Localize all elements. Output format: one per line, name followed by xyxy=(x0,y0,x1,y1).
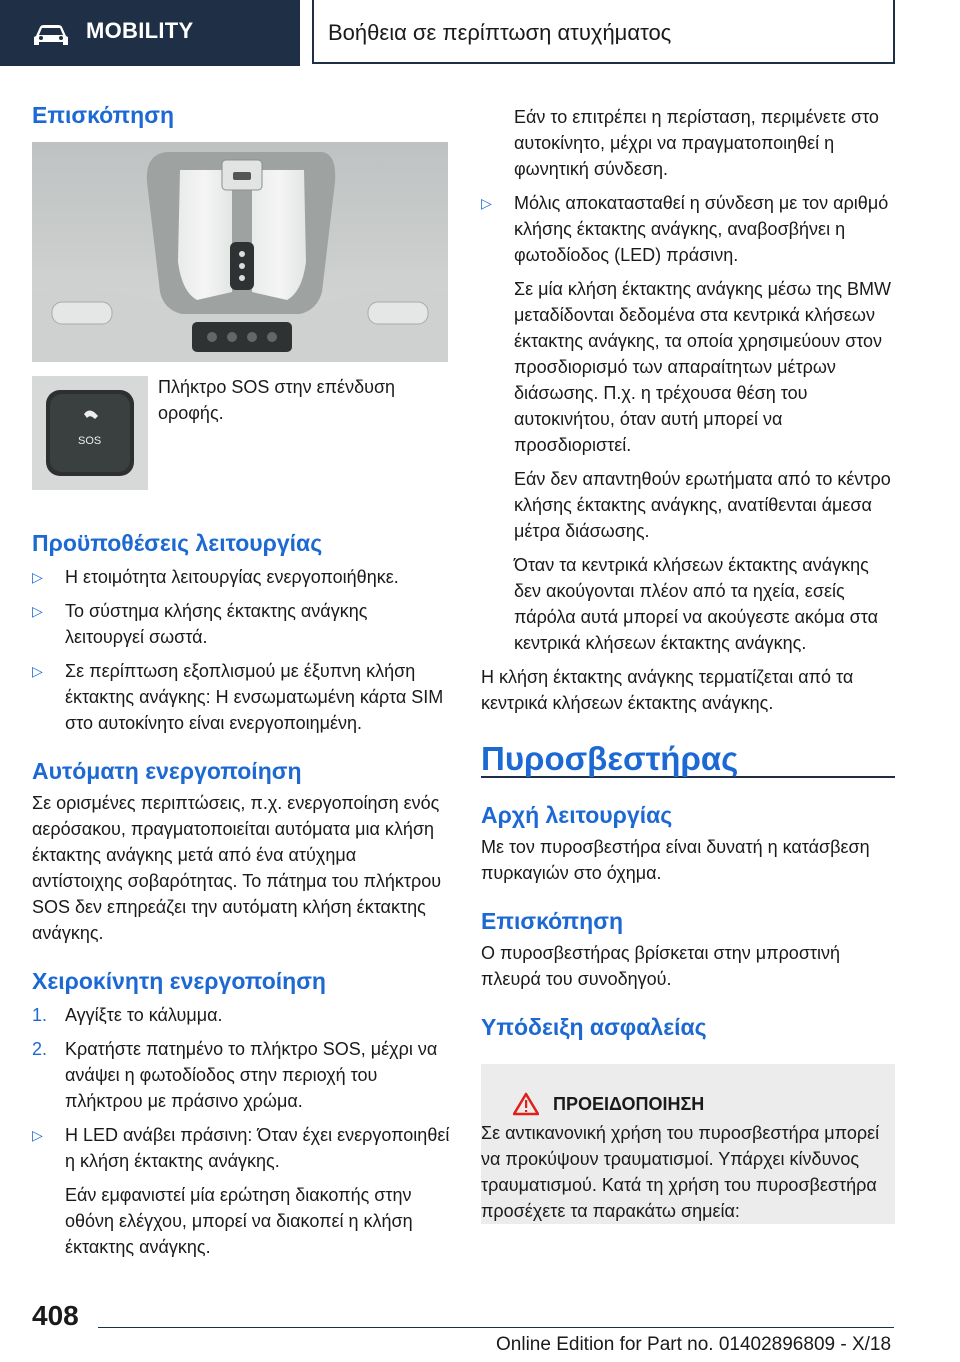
bullet-triangle-icon: ▷ xyxy=(32,663,43,679)
step-number: 1. xyxy=(32,1005,48,1025)
bullet-triangle-icon: ▷ xyxy=(32,569,43,585)
right-column xyxy=(481,104,895,1040)
page-number: 408 xyxy=(32,1300,79,1331)
overview-text: Ο πυροσβεστήρας βρίσκεται στην μπροστινή πλευρά του συνοδηγού. xyxy=(481,943,841,989)
prereq-item xyxy=(32,658,450,736)
step-text: Κρατήστε πατημένο το πλήκτρο SOS, μέχρι να ανάψει η φωτοδίοδος στην περιοχή του πλήκτρου με πράσινο χρώμα. xyxy=(65,1039,438,1111)
car-icon xyxy=(32,24,70,48)
principle-text: Με τον πυροσβεστήρα είναι δυνατή η κατάσβεση πυρκαγιών στο όχημα. xyxy=(481,837,870,883)
header-section-tab xyxy=(312,0,895,64)
prereq-item xyxy=(32,564,450,590)
led-continuation: Εάν εμφανιστεί μία ερώτηση διακοπής στην οθόνη ελέγχου, μπορεί να διακοπεί η κλήση έκτακτης ανάγκης. xyxy=(65,1185,413,1257)
warning-label: ΠΡΟΕΙΔΟΠΟΙΗΣΗ xyxy=(553,1094,705,1114)
step-number: 2. xyxy=(32,1039,48,1059)
step-item xyxy=(32,1002,450,1028)
header-brand-block xyxy=(0,0,300,66)
safety-heading: Υπόδειξη ασφαλείας xyxy=(481,1014,707,1040)
warning-triangle-icon xyxy=(513,1092,539,1116)
bullet-triangle-icon: ▷ xyxy=(481,195,492,211)
call-end-text: Η κλήση έκτακτης ανάγκης τερματίζεται από τα κεντρικά κλήσεων έκτακτης ανάγκης. xyxy=(481,667,854,713)
rescue-text: Εάν δεν απαντηθούν ερωτήματα από το κέντρο κλήσης έκτακτης ανάγκης, ανατίθενται άμεσα μέτρα διάσωσης. xyxy=(514,469,891,541)
image-caption: Πλήκτρο SOS στην επένδυση οροφής. xyxy=(158,377,396,423)
warning-box xyxy=(481,1064,895,1224)
prerequisites-heading: Προϋποθέσεις λειτουργίας xyxy=(32,530,323,556)
data-transmission-text: Σε μία κλήση έκτακτης ανάγκης μέσω της BMW μεταδίδονται δεδομένα στα κεντρικά κλήσεων έκτακτης ανάγκης, τα οποία χρησιμεύουν στον προσδιορισμό των απαραίτητων μέτρων διάσωσης. Π.χ. η τρέχουσα θέση του αυτοκινήτου, όταν αυτή μπορεί να προσδιοριστεί. xyxy=(514,279,891,455)
left-column xyxy=(32,102,450,1260)
prereq-item xyxy=(32,598,450,650)
step-item xyxy=(32,1036,450,1114)
bullet-triangle-icon: ▷ xyxy=(32,1127,43,1143)
prereq-text: Το σύστημα κλήσης έκτακτης ανάγκης λειτουργεί σωστά. xyxy=(65,601,368,647)
connection-bullet-text: Μόλις αποκατασταθεί η σύνδεση με τον αριθμό κλήσης έκτακτης ανάγκης, αναβοσβήνει η φωτοδίοδος (LED) πράσινη. xyxy=(514,193,889,265)
bullet-triangle-icon: ▷ xyxy=(32,603,43,619)
principle-heading: Αρχή λειτουργίας xyxy=(481,802,673,828)
overview-heading: Επισκόπηση xyxy=(32,102,174,128)
automatic-activation-text: Σε ορισμένες περιπτώσεις, π.χ. ενεργοποίηση ενός αερόσακου, πραγματοποιείται αυτόματα μια κλήση έκτακτης ανάγκης μετά από ένα ατύχημα αντίστοιχης σοβαρότητας. Το πάτημα του πλήκτρου SOS δεν επηρεάζει την αυτόματη κλήση έκτακτης ανάγκης. xyxy=(32,793,442,943)
prereq-text: Η ετοιμότητα λειτουργίας ενεργοποιήθηκε. xyxy=(65,567,399,587)
connection-bullet xyxy=(481,190,895,268)
edition-text: Online Edition for Part no. 01402896809 - X/18 xyxy=(496,1334,892,1355)
prereq-text: Σε περίπτωση εξοπλισμού με έξυπνη κλήση έκτακτης ανάγκης: Η ενσωματωμένη κάρτα SIM στο αυτοκίνητο είναι ενεργοποιημένη. xyxy=(65,661,444,733)
led-bullet xyxy=(32,1122,450,1174)
led-bullet-text: Η LED ανάβει πράσινη: Όταν έχει ενεργοποιηθεί η κλήση έκτακτης ανάγκης. xyxy=(65,1125,450,1171)
fire-extinguisher-heading: Πυροσβεστήρας xyxy=(481,746,895,778)
footer-divider xyxy=(98,1327,894,1328)
brand-label: MOBILITY xyxy=(86,18,194,43)
manual-activation-heading: Χειροκίνητη ενεργοποίηση xyxy=(32,968,326,994)
sos-label: SOS xyxy=(78,435,102,447)
overhead-console-image xyxy=(32,142,448,362)
speakers-text: Όταν τα κεντρικά κλήσεων έκτακτης ανάγκης δεν ακούγονται πλέον από τα ηχεία, εσείς πάρόλα αυτά μπορεί να ακούγεστε ακόμα στα κεντρικά κλήσεων έκτακτης ανάγκης. xyxy=(514,555,878,653)
section-title: Βοήθεια σε περίπτωση ατυχήματος xyxy=(328,20,672,45)
wait-text: Εάν το επιτρέπει η περίσταση, περιμένετε στο αυτοκίνητο, μέχρι να πραγματοποιηθεί η φωνητική σύνδεση. xyxy=(514,107,879,179)
warning-text: Σε αντικανονική χρήση του πυροσβεστήρα μπορεί να προκύψουν τραυματισμοί. Υπάρχει κίνδυνος τραυματισμού. Κατά τη χρήση του πυροσβεστήρα προσέχετε τα παρακάτω σημεία: xyxy=(481,1123,880,1221)
automatic-activation-heading: Αυτόματη ενεργοποίηση xyxy=(32,758,302,784)
step-text: Αγγίξτε το κάλυμμα. xyxy=(65,1005,223,1025)
overview-heading: Επισκόπηση xyxy=(481,908,623,934)
